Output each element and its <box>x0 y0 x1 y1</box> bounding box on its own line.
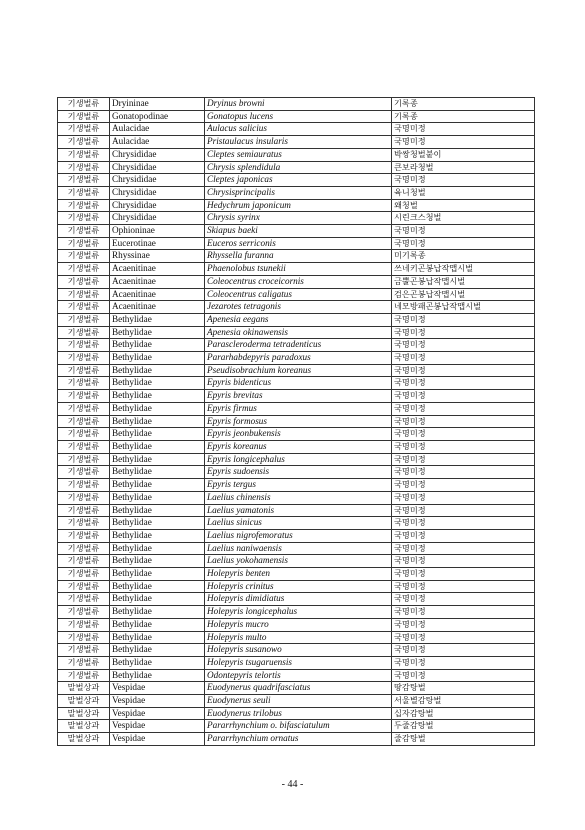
family-cell: Bethylidae <box>110 517 205 530</box>
group-cell: 기생벌류 <box>58 326 110 339</box>
family-cell: Bethylidae <box>110 415 205 428</box>
family-cell: Vespidae <box>110 695 205 708</box>
table-row <box>58 669 535 682</box>
table-row <box>58 377 535 390</box>
species-name-cell: Phaenolobus tsunekii <box>205 263 392 276</box>
species-name-cell: Coleocentrus caligatus <box>205 288 392 301</box>
korean-name-cell: 두줄감탕벌 <box>392 720 535 733</box>
group-cell: 기생벌류 <box>58 669 110 682</box>
page-number: - 44 - <box>281 779 304 790</box>
species-name-cell: Euodynerus seuli <box>205 695 392 708</box>
family-cell: Chrysididae <box>110 174 205 187</box>
group-cell: 기생벌류 <box>58 364 110 377</box>
korean-name-cell: 국명미정 <box>392 237 535 250</box>
family-cell: Chrysididae <box>110 186 205 199</box>
species-name-cell: Epyris jeonbukensis <box>205 428 392 441</box>
group-cell: 기생벌류 <box>58 174 110 187</box>
korean-name-cell: 국명미정 <box>392 390 535 403</box>
korean-name-cell: 국명미정 <box>392 339 535 352</box>
species-name-cell: Rhyssella furanna <box>205 250 392 263</box>
table-row <box>58 288 535 301</box>
species-name-cell: Apenesia okinawensis <box>205 326 392 339</box>
species-name-cell: Laelius naniwaensis <box>205 542 392 555</box>
species-name-cell: Euodynerus quadrifasciatus <box>205 682 392 695</box>
korean-name-cell: 큰보라청벌 <box>392 161 535 174</box>
species-name-cell: Euceros serriconis <box>205 237 392 250</box>
korean-name-cell: 국명미정 <box>392 352 535 365</box>
family-cell: Acaenitinae <box>110 275 205 288</box>
korean-name-cell: 국명미정 <box>392 440 535 453</box>
family-cell: Bethylidae <box>110 402 205 415</box>
family-cell: Bethylidae <box>110 593 205 606</box>
family-cell: Vespidae <box>110 682 205 695</box>
table-row <box>58 580 535 593</box>
table-row <box>58 326 535 339</box>
korean-name-cell: 시린크스청벌 <box>392 212 535 225</box>
group-cell: 기생벌류 <box>58 491 110 504</box>
table-row <box>58 263 535 276</box>
table-row <box>58 110 535 123</box>
korean-name-cell: 국명미정 <box>392 428 535 441</box>
group-cell: 기생벌류 <box>58 618 110 631</box>
group-cell: 기생벌류 <box>58 593 110 606</box>
species-name-cell: Holepyris benten <box>205 568 392 581</box>
table-row <box>58 275 535 288</box>
group-cell: 기생벌류 <box>58 656 110 669</box>
family-cell: Bethylidae <box>110 606 205 619</box>
table-row <box>58 123 535 136</box>
korean-name-cell: 국명미정 <box>392 377 535 390</box>
group-cell: 기생벌류 <box>58 199 110 212</box>
korean-name-cell: 십자감탕벌 <box>392 707 535 720</box>
korean-name-cell: 국명미정 <box>392 313 535 326</box>
species-name-cell: Epyris firmus <box>205 402 392 415</box>
species-name-cell: Holepyris susanowo <box>205 644 392 657</box>
table-row <box>58 250 535 263</box>
family-cell: Acaenitinae <box>110 301 205 314</box>
family-cell: Bethylidae <box>110 529 205 542</box>
family-cell: Bethylidae <box>110 428 205 441</box>
family-cell: Bethylidae <box>110 313 205 326</box>
family-cell: Bethylidae <box>110 377 205 390</box>
family-cell: Vespidae <box>110 720 205 733</box>
species-name-cell: Holepyris tsugaruensis <box>205 656 392 669</box>
korean-name-cell: 국명미정 <box>392 326 535 339</box>
korean-name-cell: 박쌍청벌붙이 <box>392 148 535 161</box>
family-cell: Bethylidae <box>110 568 205 581</box>
group-cell: 기생벌류 <box>58 352 110 365</box>
species-name-cell: Laelius sinicus <box>205 517 392 530</box>
group-cell: 기생벌류 <box>58 263 110 276</box>
group-cell: 기생벌류 <box>58 98 110 111</box>
family-cell: Bethylidae <box>110 555 205 568</box>
korean-name-cell: 국명미정 <box>392 580 535 593</box>
table-row <box>58 504 535 517</box>
korean-name-cell: 서울별감탕벌 <box>392 695 535 708</box>
family-cell: Bethylidae <box>110 479 205 492</box>
korean-name-cell: 국명미정 <box>392 491 535 504</box>
table-row <box>58 466 535 479</box>
group-cell: 기생벌류 <box>58 110 110 123</box>
table-row <box>58 618 535 631</box>
family-cell: Chrysididae <box>110 199 205 212</box>
group-cell: 말벌상과 <box>58 733 110 746</box>
table-row <box>58 212 535 225</box>
species-name-cell: Laelius nigrofemoratus <box>205 529 392 542</box>
group-cell: 기생벌류 <box>58 390 110 403</box>
species-name-cell: Holepyris longicephalus <box>205 606 392 619</box>
group-cell: 기생벌류 <box>58 402 110 415</box>
group-cell: 기생벌류 <box>58 288 110 301</box>
species-name-cell: Holepyris dimidiatus <box>205 593 392 606</box>
group-cell: 기생벌류 <box>58 339 110 352</box>
table-row <box>58 529 535 542</box>
species-name-cell: Holepyris multo <box>205 631 392 644</box>
species-name-cell: Pristaulacus insularis <box>205 136 392 149</box>
species-table-body <box>58 98 535 746</box>
family-cell: Acaenitinae <box>110 288 205 301</box>
family-cell: Bethylidae <box>110 656 205 669</box>
species-name-cell: Laelius yokohamensis <box>205 555 392 568</box>
korean-name-cell: 국명미정 <box>392 364 535 377</box>
family-cell: Bethylidae <box>110 631 205 644</box>
group-cell: 기생벌류 <box>58 568 110 581</box>
table-row <box>58 733 535 746</box>
table-row <box>58 415 535 428</box>
korean-name-cell: 국명미정 <box>392 466 535 479</box>
species-name-cell: Hedychrum japonicum <box>205 199 392 212</box>
group-cell: 기생벌류 <box>58 237 110 250</box>
species-name-cell: Coleocentrus croceicornis <box>205 275 392 288</box>
species-name-cell: Epyris koreanus <box>205 440 392 453</box>
family-cell: Bethylidae <box>110 453 205 466</box>
korean-name-cell: 왜청벌 <box>392 199 535 212</box>
family-cell: Bethylidae <box>110 504 205 517</box>
korean-name-cell: 국명미정 <box>392 568 535 581</box>
species-name-cell: Odontepyris telortis <box>205 669 392 682</box>
table-row <box>58 631 535 644</box>
table-row <box>58 174 535 187</box>
family-cell: Bethylidae <box>110 466 205 479</box>
family-cell: Bethylidae <box>110 491 205 504</box>
table-row <box>58 364 535 377</box>
korean-name-cell: 금뿔곤봉납작맵시벌 <box>392 275 535 288</box>
korean-name-cell: 국명미정 <box>392 656 535 669</box>
korean-name-cell: 국명미정 <box>392 479 535 492</box>
table-row <box>58 339 535 352</box>
family-cell: Bethylidae <box>110 390 205 403</box>
table-row <box>58 390 535 403</box>
species-name-cell: Epyris formosus <box>205 415 392 428</box>
table-row <box>58 199 535 212</box>
species-name-cell: Laelius chinensis <box>205 491 392 504</box>
family-cell: Bethylidae <box>110 440 205 453</box>
family-cell: Bethylidae <box>110 580 205 593</box>
group-cell: 기생벌류 <box>58 225 110 238</box>
family-cell: Chrysididae <box>110 212 205 225</box>
korean-name-cell: 국명미정 <box>392 402 535 415</box>
species-name-cell: Laelius yamatonis <box>205 504 392 517</box>
table-row <box>58 517 535 530</box>
family-cell: Bethylidae <box>110 542 205 555</box>
table-row <box>58 491 535 504</box>
species-name-cell: Gonatopus lucens <box>205 110 392 123</box>
group-cell: 기생벌류 <box>58 466 110 479</box>
family-cell: Bethylidae <box>110 364 205 377</box>
family-cell: Bethylidae <box>110 618 205 631</box>
species-name-cell: Holepyris crinitus <box>205 580 392 593</box>
table-row <box>58 237 535 250</box>
table-row <box>58 644 535 657</box>
table-row <box>58 682 535 695</box>
table-row <box>58 352 535 365</box>
group-cell: 기생벌류 <box>58 313 110 326</box>
species-name-cell: Pararrhynchium o. bifasciatulum <box>205 720 392 733</box>
family-cell: Acaenitinae <box>110 263 205 276</box>
species-name-cell: Chrysis splendidula <box>205 161 392 174</box>
species-name-cell: Pseudisobrachium koreanus <box>205 364 392 377</box>
korean-name-cell: 검은곤봉납작맵시벌 <box>392 288 535 301</box>
table-row <box>58 313 535 326</box>
table-row <box>58 707 535 720</box>
group-cell: 기생벌류 <box>58 631 110 644</box>
korean-name-cell: 기록종 <box>392 110 535 123</box>
family-cell: Bethylidae <box>110 326 205 339</box>
group-cell: 기생벌류 <box>58 542 110 555</box>
korean-name-cell: 미기록종 <box>392 250 535 263</box>
family-cell: Vespidae <box>110 733 205 746</box>
family-cell: Bethylidae <box>110 352 205 365</box>
species-name-cell: Aulacus salicius <box>205 123 392 136</box>
family-cell: Bethylidae <box>110 339 205 352</box>
group-cell: 말벌상과 <box>58 720 110 733</box>
family-cell: Bethylidae <box>110 644 205 657</box>
group-cell: 기생벌류 <box>58 529 110 542</box>
family-cell: Gonatopodinae <box>110 110 205 123</box>
family-cell: Ophioninae <box>110 225 205 238</box>
korean-name-cell: 국명미정 <box>392 593 535 606</box>
table-row <box>58 161 535 174</box>
korean-name-cell: 국명미정 <box>392 529 535 542</box>
group-cell: 기생벌류 <box>58 415 110 428</box>
group-cell: 말벌상과 <box>58 682 110 695</box>
table-row <box>58 440 535 453</box>
table-row <box>58 136 535 149</box>
korean-name-cell: 네모방패곤봉납작맵시벌 <box>392 301 535 314</box>
species-table <box>57 97 535 746</box>
family-cell: Chrysididae <box>110 161 205 174</box>
species-name-cell: Apenesia eegans <box>205 313 392 326</box>
group-cell: 기생벌류 <box>58 186 110 199</box>
species-name-cell: Jezarotes tetragonis <box>205 301 392 314</box>
species-name-cell: Skiapus baeki <box>205 225 392 238</box>
korean-name-cell: 쓰네키곤봉납작맵시벌 <box>392 263 535 276</box>
species-name-cell: Dryinus browni <box>205 98 392 111</box>
table-row <box>58 148 535 161</box>
korean-name-cell: 국명미정 <box>392 542 535 555</box>
table-row <box>58 695 535 708</box>
korean-name-cell: 국명미정 <box>392 504 535 517</box>
species-name-cell: Chrysis syrinx <box>205 212 392 225</box>
species-name-cell: Euodynerus trilobus <box>205 707 392 720</box>
korean-name-cell: 국명미정 <box>392 453 535 466</box>
table-row <box>58 606 535 619</box>
species-name-cell: Holepyris mucro <box>205 618 392 631</box>
family-cell: Vespidae <box>110 707 205 720</box>
species-name-cell: Epyris longicephalus <box>205 453 392 466</box>
korean-name-cell: 국명미정 <box>392 644 535 657</box>
species-name-cell: Chrysisprincipalis <box>205 186 392 199</box>
group-cell: 기생벌류 <box>58 504 110 517</box>
family-cell: Dryininae <box>110 98 205 111</box>
family-cell: Bethylidae <box>110 669 205 682</box>
korean-name-cell: 땅감탕벌 <box>392 682 535 695</box>
table-row <box>58 479 535 492</box>
family-cell: Rhyssinae <box>110 250 205 263</box>
table-row <box>58 453 535 466</box>
group-cell: 말벌상과 <box>58 707 110 720</box>
table-row <box>58 186 535 199</box>
group-cell: 기생벌류 <box>58 479 110 492</box>
korean-name-cell: 국명미정 <box>392 136 535 149</box>
korean-name-cell: 국명미정 <box>392 631 535 644</box>
group-cell: 기생벌류 <box>58 275 110 288</box>
species-name-cell: Epyris sudoensis <box>205 466 392 479</box>
table-row <box>58 656 535 669</box>
korean-name-cell: 국명미정 <box>392 225 535 238</box>
species-name-cell: Parascleroderma tetradenticus <box>205 339 392 352</box>
group-cell: 기생벌류 <box>58 453 110 466</box>
korean-name-cell: 국명미정 <box>392 123 535 136</box>
species-name-cell: Cleptes japonicas <box>205 174 392 187</box>
family-cell: Aulacidae <box>110 136 205 149</box>
table-row <box>58 542 535 555</box>
korean-name-cell: 국명미정 <box>392 669 535 682</box>
species-name-cell: Cleptes semiauratus <box>205 148 392 161</box>
korean-name-cell: 국명미정 <box>392 415 535 428</box>
group-cell: 기생벌류 <box>58 136 110 149</box>
group-cell: 기생벌류 <box>58 250 110 263</box>
species-name-cell: Pararrhynchium ornatus <box>205 733 392 746</box>
table-row <box>58 568 535 581</box>
species-name-cell: Epyris tergus <box>205 479 392 492</box>
group-cell: 기생벌류 <box>58 517 110 530</box>
species-name-cell: Epyris brevitas <box>205 390 392 403</box>
korean-name-cell: 국명미정 <box>392 517 535 530</box>
table-row <box>58 225 535 238</box>
group-cell: 기생벌류 <box>58 161 110 174</box>
korean-name-cell: 줄감탕벌 <box>392 733 535 746</box>
group-cell: 기생벌류 <box>58 580 110 593</box>
table-row <box>58 555 535 568</box>
group-cell: 기생벌류 <box>58 212 110 225</box>
group-cell: 기생벌류 <box>58 428 110 441</box>
table-row <box>58 593 535 606</box>
group-cell: 기생벌류 <box>58 148 110 161</box>
group-cell: 기생벌류 <box>58 555 110 568</box>
table-row <box>58 402 535 415</box>
table-row <box>58 98 535 111</box>
group-cell: 기생벌류 <box>58 377 110 390</box>
korean-name-cell: 국명미정 <box>392 618 535 631</box>
group-cell: 기생벌류 <box>58 301 110 314</box>
group-cell: 기생벌류 <box>58 644 110 657</box>
table-row <box>58 301 535 314</box>
table-row <box>58 720 535 733</box>
group-cell: 기생벌류 <box>58 123 110 136</box>
family-cell: Eucerotinae <box>110 237 205 250</box>
species-name-cell: Epyris bidenticus <box>205 377 392 390</box>
group-cell: 기생벌류 <box>58 606 110 619</box>
group-cell: 말벌상과 <box>58 695 110 708</box>
korean-name-cell: 국명미정 <box>392 606 535 619</box>
korean-name-cell: 국명미정 <box>392 555 535 568</box>
korean-name-cell: 국명미정 <box>392 174 535 187</box>
group-cell: 기생벌류 <box>58 440 110 453</box>
family-cell: Aulacidae <box>110 123 205 136</box>
family-cell: Chrysididae <box>110 148 205 161</box>
table-row <box>58 428 535 441</box>
korean-name-cell: 육니청벌 <box>392 186 535 199</box>
korean-name-cell: 기록종 <box>392 98 535 111</box>
species-name-cell: Pararhabdepyris paradoxus <box>205 352 392 365</box>
